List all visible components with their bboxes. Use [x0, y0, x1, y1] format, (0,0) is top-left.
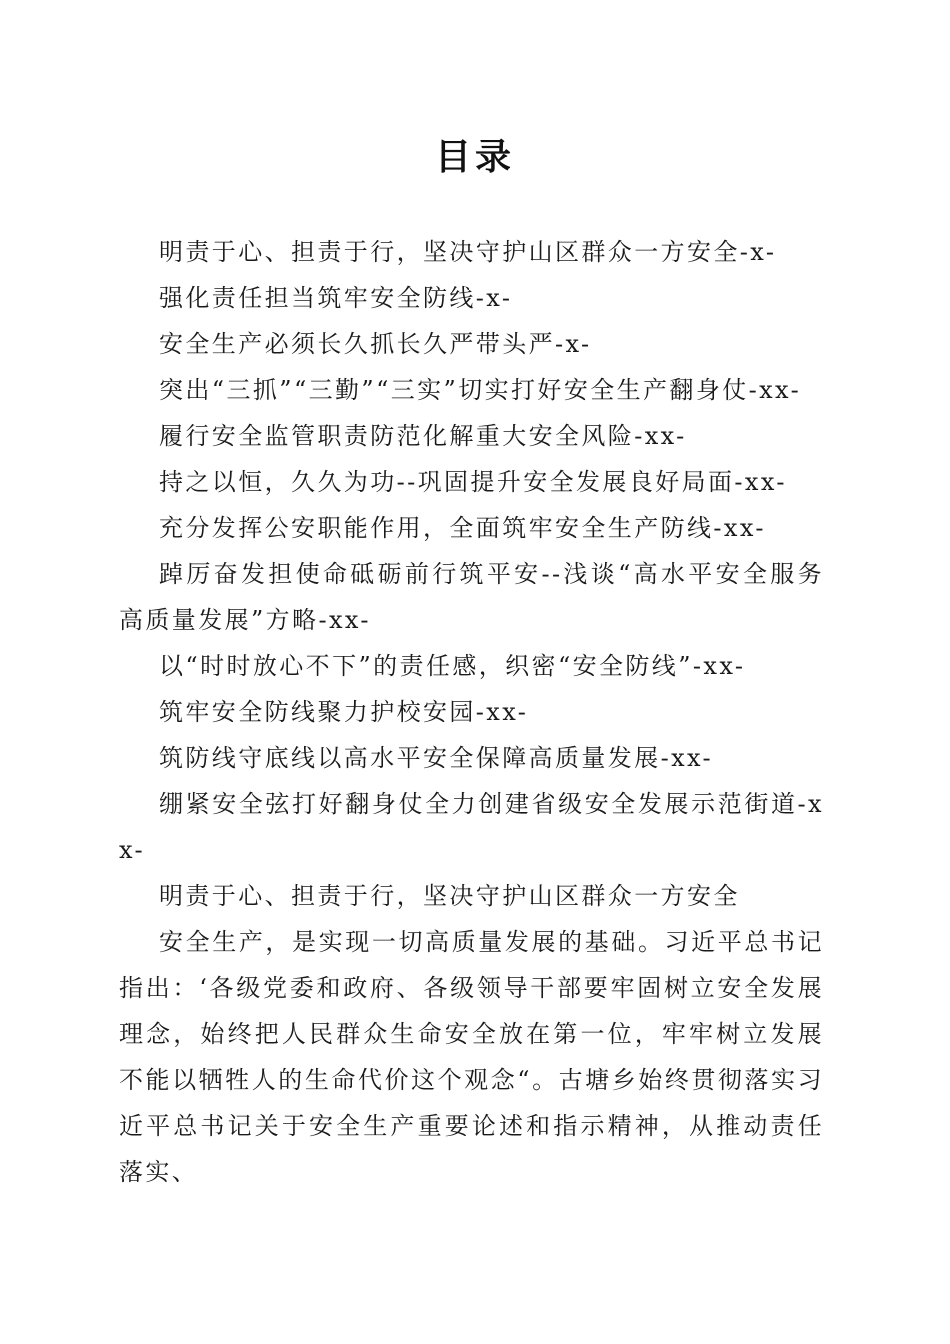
article-paragraph: 安全生产，是实现一切高质量发展的基础。习近平总书记指出：‘各级党委和政府、各级领导干部要牢固树立安全发展理念，始终把人民群众生命安全放在第一位，牢牢树立发展不能以牺牲人的生命代价这个观念“。古塘乡始终贯彻落实习近平总书记关于安全生产重要论述和指示精神，从推动责任落实、 — [119, 928, 824, 1186]
toc-entry: 突出“三抓”“三勤”“三实”切实打好安全生产翻身仗-xx- — [159, 376, 802, 404]
page-title: 目录 — [434, 137, 515, 178]
toc-entry: 履行安全监管职责防范化解重大安全风险-xx- — [159, 422, 687, 450]
toc-entry: 筑防线守底线以高水平安全保障高质量发展-xx- — [159, 744, 714, 772]
toc-entry: 筑牢安全防线聚力护校安园-xx- — [159, 698, 529, 726]
toc-entry: 强化责任担当筑牢安全防线-x- — [159, 284, 513, 312]
toc-entry: 以“时时放心不下”的责任感，织密“安全防线”-xx- — [159, 652, 746, 680]
article-heading: 明责于心、担责于行，坚决守护山区群众一方安全 — [159, 882, 740, 910]
toc-entry: 明责于心、担责于行，坚决守护山区群众一方安全-x- — [159, 238, 777, 266]
toc-entry: 踔厉奋发担使命砥砺前行筑平安--浅谈“高水平安全服务高质量发展”方略-xx- — [119, 560, 824, 634]
toc-entry: 充分发挥公安职能作用，全面筑牢安全生产防线-xx- — [159, 514, 766, 542]
toc-entry: 绷紧安全弦打好翻身仗全力创建省级安全发展示范街道-xx- — [119, 790, 824, 864]
document-body — [119, 229, 824, 1195]
toc-entry: 安全生产必须长久抓长久严带头严-x- — [159, 330, 592, 358]
toc-entry: 持之以恒，久久为功--巩固提升安全发展良好局面-xx- — [159, 468, 787, 496]
